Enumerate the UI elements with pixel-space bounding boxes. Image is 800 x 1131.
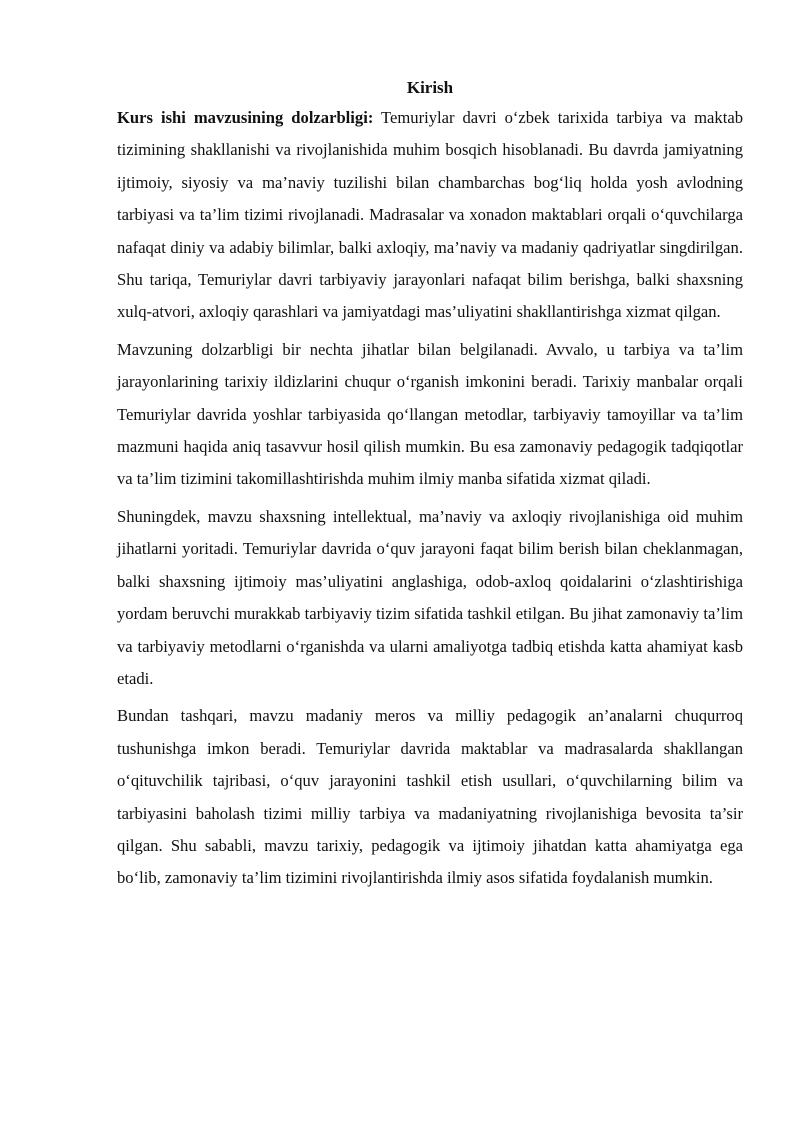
paragraph-relevance (117, 102, 743, 329)
paragraph-text: Temuriylar davri o‘zbek tarixida tarbiya va maktab tizimining shakllanishi va rivojlanishida muhim bosqich hisoblanadi. Bu davrda jamiyatning ijtimoiy, siyosiy va ma’naviy tuzilishi bilan chambarchas bog‘liq holda yosh avlodning tarbiyasi va ta’lim tizimi rivojlanadi. Madrasalar va xonadon maktablari orqali o‘quvchilarga nafaqat diniy va adabiy bilimlar, balki axloqiy, ma’naviy va madaniy qadriyatlar singdirilgan. Shu tariqa, Temuriylar davri tarbiyaviy jarayonlari nafaqat bilim berishga, balki shaxsning xulq-atvori, axloqiy qarashlari va jamiyatdagi mas’uliyatini shakllantirishga xizmat qilgan. (117, 108, 743, 322)
section-heading: Kirish (406, 78, 454, 97)
document-body (117, 76, 743, 900)
paragraph: Bundan tashqari, mavzu madaniy meros va milliy pedagogik an’analarni chuqurroq tushunishga imkon beradi. Temuriylar davrida maktablar va madrasalarda shakllangan o‘qituvchilik tajribasi, o‘quv jarayonini tashkil etish usullari, o‘quvchilarning bilim va tarbiyasini baholash tizimi milliy tarbiya va madaniyatning rivojlanishiga bevosita ta’sir qilgan. Shu sababli, mavzu tarixiy, pedagogik va ijtimoiy jihatdan katta ahamiyatga ega bo‘lib, zamonaviy ta’lim tizimini rivojlantirishda ilmiy asos sifatida foydalanish mumkin. (117, 706, 743, 888)
lead-label: Kurs ishi mavzusining dolzarbligi: (117, 108, 374, 127)
paragraph: Mavzuning dolzarbligi bir nechta jihatlar bilan belgilanadi. Avvalo, u tarbiya va ta’lim jarayonlarining tarixiy ildizlarini chuqur o‘rganish imkonini beradi. Tarixiy manbalar orqali Temuriylar davrida yoshlar tarbiyasida qo‘llangan metodlar, tarbiyaviy tamoyillar va ta’lim mazmuni haqida aniq tasavvur hosil qilish mumkin. Bu esa zamonaviy pedagogik tadqiqotlar va ta’lim tizimini takomillashtirishda muhim ilmiy manba sifatida xizmat qiladi. (117, 339, 743, 489)
paragraph: Shuningdek, mavzu shaxsning intellektual, ma’naviy va axloqiy rivojlanishiga oid muhim jihatlarni yoritadi. Temuriylar davrida o‘quv jarayoni faqat bilim berish bilan cheklanmagan, balki shaxsning ijtimoiy mas’uliyatini anglashiga, odob-axloq qoidalarini o‘zlashtirishiga yordam beruvchi murakkab tarbiyaviy tizim sifatida tashkil etilgan. Bu jihat zamonaviy ta’lim va tarbiyaviy metodlarni o‘rganishda va ularni amaliyotga tadbiq etishda katta ahamiyat kasb etadi. (117, 506, 743, 688)
